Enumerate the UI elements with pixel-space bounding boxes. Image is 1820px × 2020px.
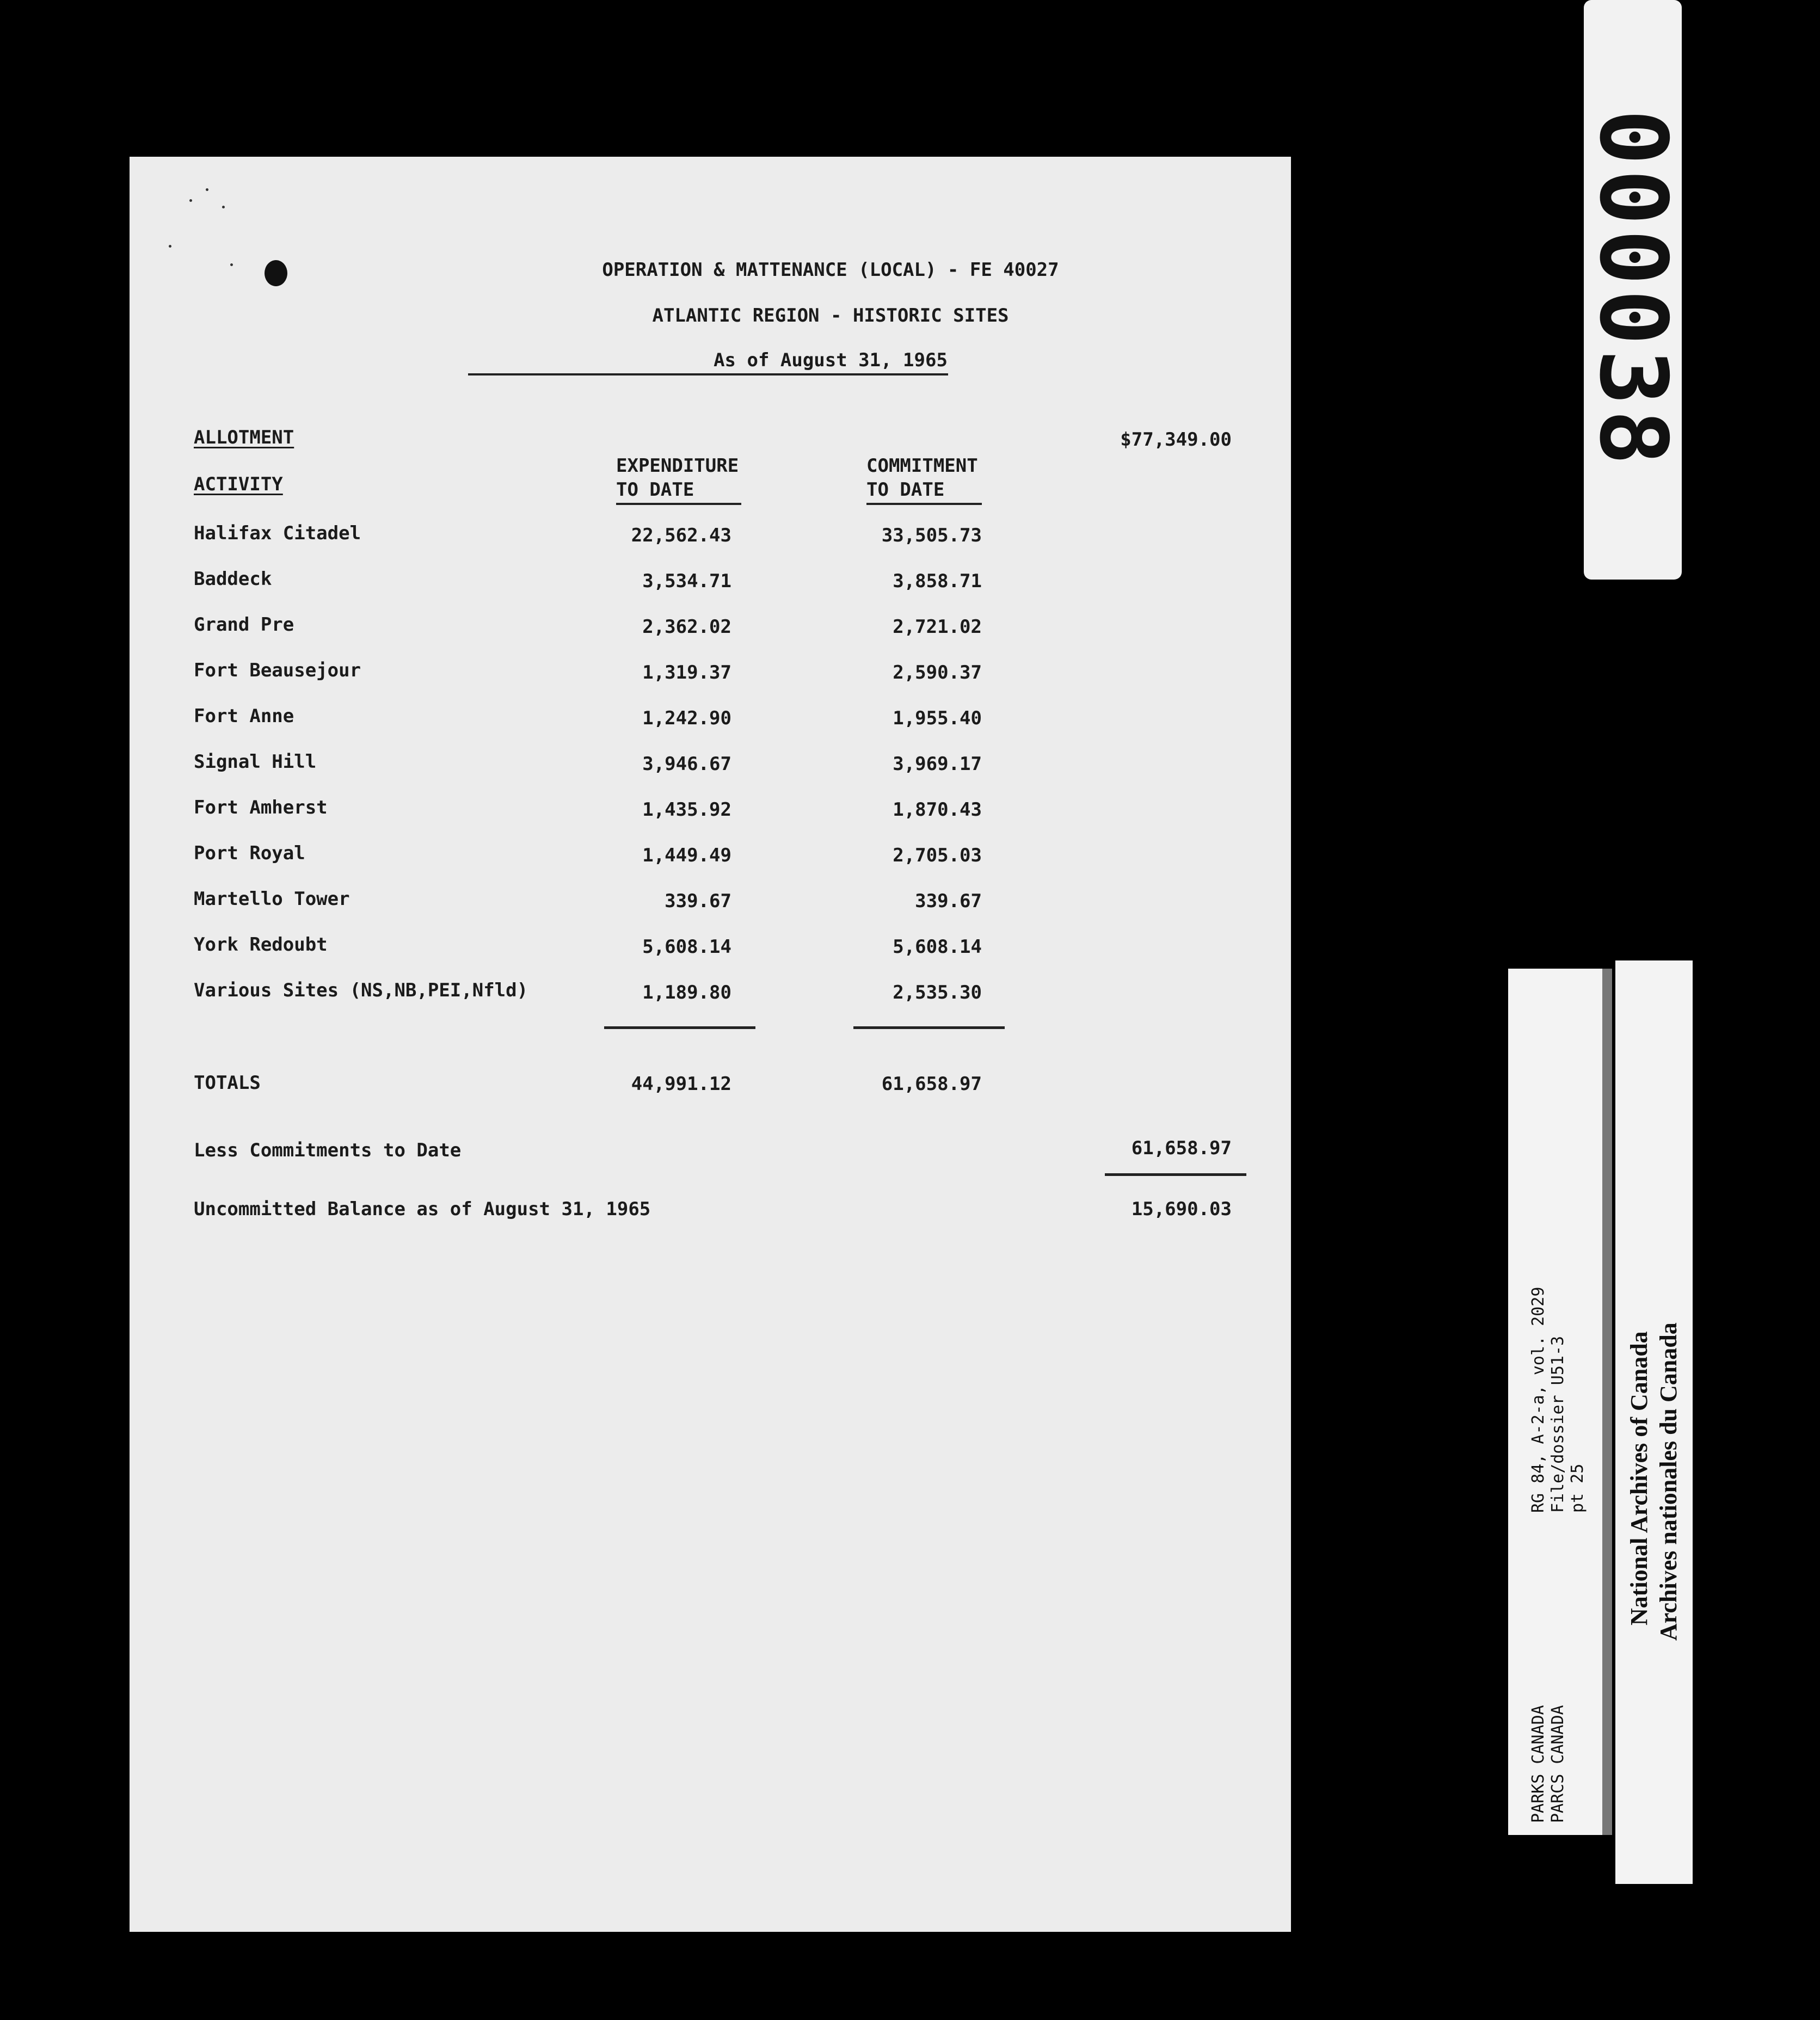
row-expenditure: 1,242.90	[642, 707, 731, 729]
row-activity: Martello Tower	[194, 888, 350, 910]
row-expenditure: 2,362.02	[642, 616, 731, 638]
speck	[222, 206, 225, 208]
row-expenditure: 1,449.49	[642, 845, 731, 866]
row-commitment: 5,608.14	[893, 936, 982, 958]
totals-rule-commitment	[853, 1026, 1005, 1029]
allotment-label: ALLOTMENT	[194, 427, 294, 448]
row-commitment: 2,590.37	[893, 662, 982, 683]
less-commitments-label: Less Commitments to Date	[194, 1140, 462, 1161]
col-expenditure-line2: TO DATE	[616, 479, 694, 501]
row-activity: Port Royal	[194, 842, 305, 864]
activity-label: ACTIVITY	[194, 473, 283, 495]
col-expenditure-line1: EXPENDITURE	[616, 455, 739, 477]
row-activity: Signal Hill	[194, 751, 317, 773]
row-expenditure: 1,189.80	[642, 982, 731, 1003]
row-commitment: 2,721.02	[893, 616, 982, 638]
row-expenditure: 1,435.92	[642, 799, 731, 821]
row-commitment: 2,705.03	[893, 845, 982, 866]
ref-line2: File/dossier U51-3	[1548, 1335, 1567, 1513]
speck	[206, 188, 208, 191]
document-page	[130, 157, 1291, 1932]
totals-expenditure: 44,991.12	[631, 1073, 731, 1095]
frame-number: 000038	[1579, 109, 1687, 470]
row-expenditure: 1,319.37	[642, 662, 731, 683]
less-commitments-value: 61,658.97	[1131, 1137, 1232, 1159]
row-activity: Grand Pre	[194, 614, 294, 636]
doc-date-line: As of August 31, 1965	[714, 349, 948, 371]
doc-subtitle: ATLANTIC REGION - HISTORIC SITES	[652, 305, 1009, 327]
row-commitment: 1,955.40	[893, 707, 982, 729]
row-expenditure: 3,946.67	[642, 753, 731, 775]
ref-line1: RG 84, A-2-a, vol. 2029	[1529, 1286, 1548, 1513]
col-commitment-line2: TO DATE	[866, 479, 945, 501]
totals-rule-expenditure	[604, 1026, 755, 1029]
row-commitment: 2,535.30	[893, 982, 982, 1003]
row-activity: Various Sites (NS,NB,PEI,Nfld)	[194, 980, 528, 1001]
row-activity: Fort Beausejour	[194, 660, 361, 681]
row-activity: Baddeck	[194, 568, 272, 590]
speck	[169, 245, 171, 248]
doc-title: OPERATION & MATTENANCE (LOCAL) - FE 40027	[602, 259, 1059, 281]
speck	[189, 199, 192, 202]
archives-line2: Archives nationales du Canada	[1655, 1322, 1682, 1641]
row-activity: Fort Amherst	[194, 797, 328, 818]
balance-label: Uncommitted Balance as of August 31, 1965	[194, 1198, 651, 1220]
col-commitment-underline	[866, 503, 982, 505]
totals-label: TOTALS	[194, 1072, 261, 1094]
row-activity: Fort Anne	[194, 705, 294, 727]
org-line1: PARKS CANADA	[1529, 1705, 1548, 1823]
row-expenditure: 5,608.14	[642, 936, 731, 958]
row-commitment: 3,969.17	[893, 753, 982, 775]
label-edge	[1602, 969, 1612, 1835]
row-commitment: 3,858.71	[893, 570, 982, 592]
org-line2: PARCS CANADA	[1548, 1705, 1567, 1823]
col-commitment-line1: COMMITMENT	[866, 455, 978, 477]
date-underline	[468, 373, 948, 375]
balance-value: 15,690.03	[1131, 1198, 1232, 1220]
punch-hole	[265, 260, 287, 286]
col-expenditure-underline	[616, 503, 741, 505]
row-commitment: 33,505.73	[881, 525, 982, 546]
archives-line1: National Archives of Canada	[1626, 1331, 1652, 1625]
speck	[230, 263, 233, 266]
frame-number-strip	[1579, 0, 1687, 580]
row-expenditure: 3,534.71	[642, 570, 731, 592]
national-archives-label	[1615, 960, 1693, 1884]
row-activity: York Redoubt	[194, 934, 328, 956]
row-commitment: 339.67	[915, 890, 982, 912]
row-expenditure: 22,562.43	[631, 525, 731, 546]
balance-rule	[1105, 1173, 1246, 1176]
row-activity: Halifax Citadel	[194, 522, 361, 544]
totals-commitment: 61,658.97	[881, 1073, 982, 1095]
ref-line3: pt 25	[1568, 1463, 1587, 1513]
row-commitment: 1,870.43	[893, 799, 982, 821]
archival-reference-label	[1508, 969, 1606, 1835]
row-expenditure: 339.67	[665, 890, 731, 912]
allotment-value: $77,349.00	[1120, 429, 1232, 451]
